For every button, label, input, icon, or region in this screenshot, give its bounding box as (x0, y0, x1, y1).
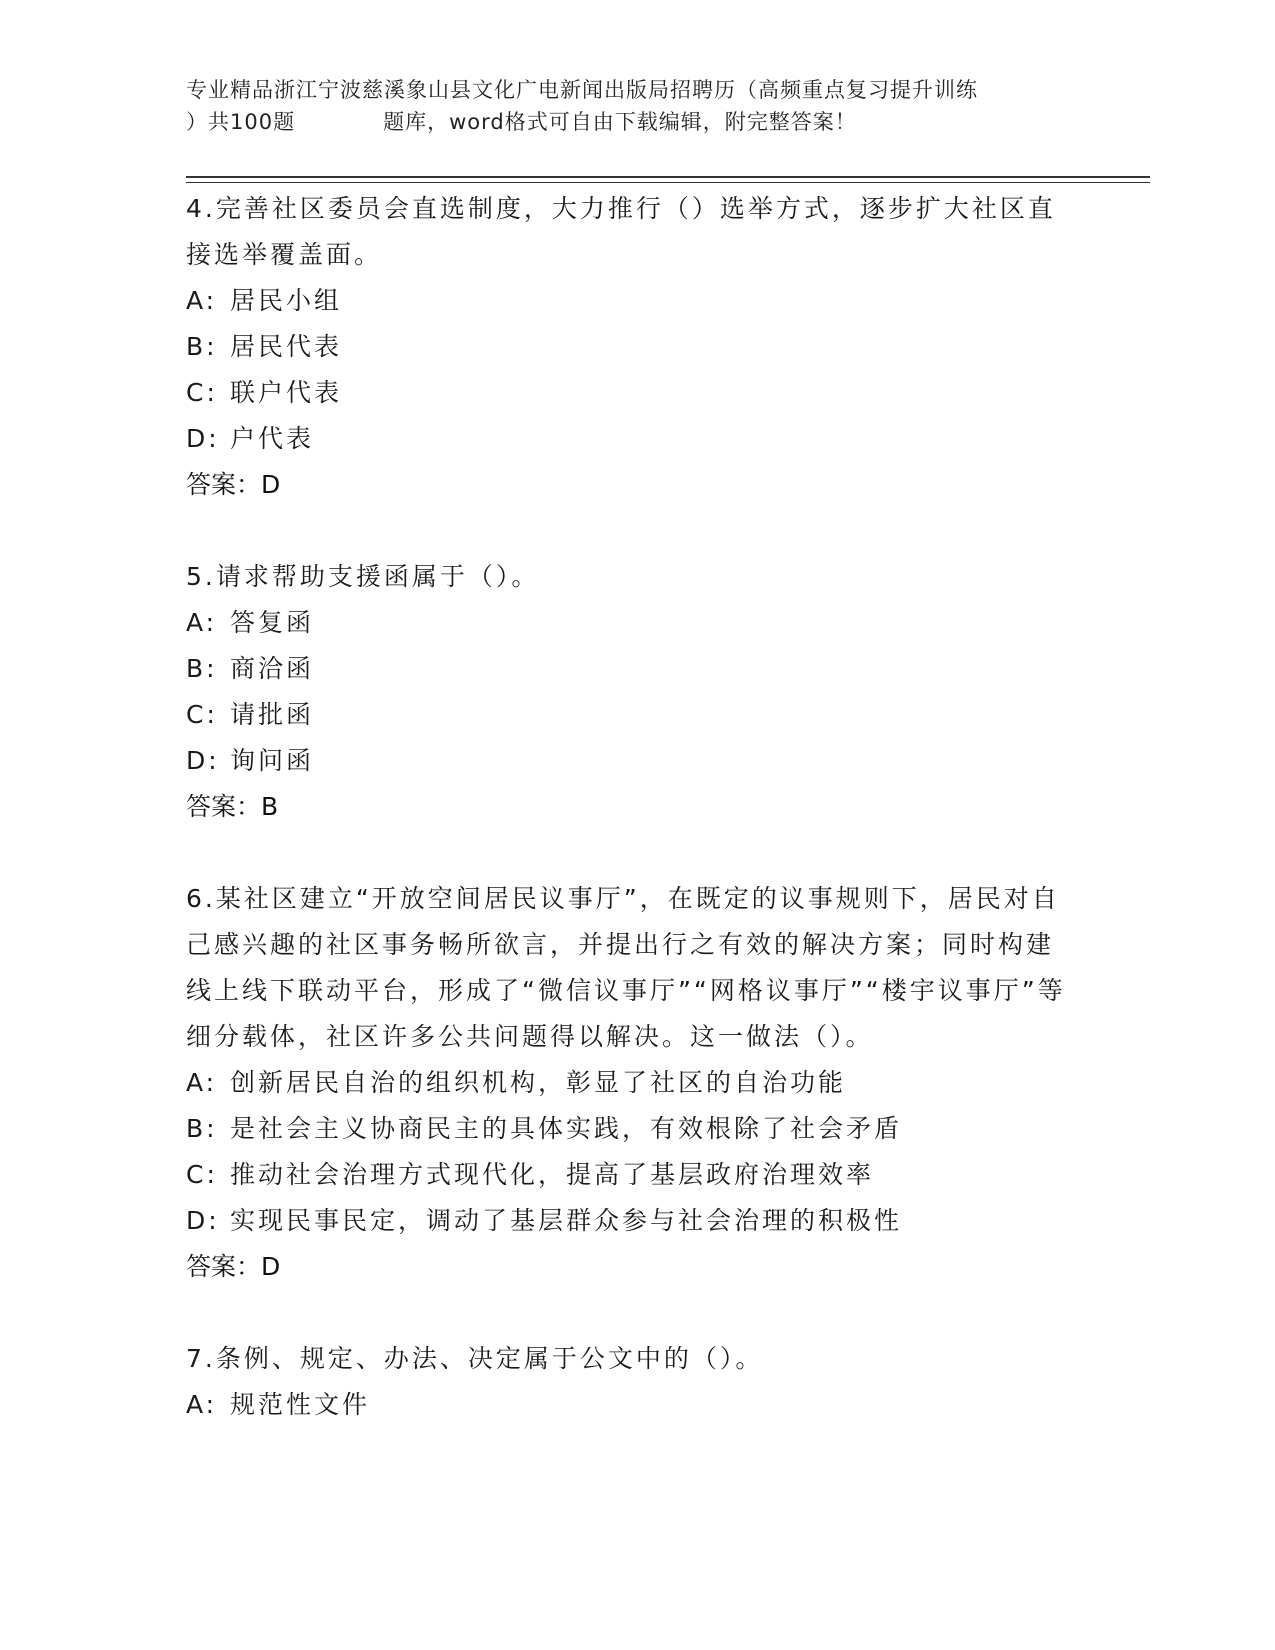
document-header (186, 74, 1086, 138)
option-text: 居民代表 (230, 332, 343, 361)
option-text: 创新居民自治的组织机构，彰显了社区的自治功能 (230, 1068, 847, 1097)
option-a (186, 1382, 1066, 1428)
question-7 (186, 1336, 1066, 1428)
option-letter: B: (186, 332, 218, 361)
option-a (186, 1060, 1066, 1106)
option-text: 是社会主义协商民主的具体实践，有效根除了社会矛盾 (230, 1114, 903, 1143)
answer: 答案：D (186, 1252, 281, 1281)
header-divider-thin (186, 182, 1150, 183)
option-text: 商洽函 (230, 654, 315, 683)
option-b (186, 1106, 1066, 1152)
option-letter: C: (186, 378, 218, 407)
option-a (186, 278, 1066, 324)
option-b (186, 646, 1066, 692)
question-text: 7.条例、规定、办法、决定属于公文中的（）。 (186, 1344, 764, 1373)
option-d (186, 1198, 1066, 1244)
option-text: 户代表 (230, 424, 315, 453)
answer: 答案：B (186, 792, 279, 821)
option-b (186, 324, 1066, 370)
answer: 答案：D (186, 470, 281, 499)
option-text: 联户代表 (230, 378, 343, 407)
question-6 (186, 876, 1066, 1290)
question-4 (186, 186, 1066, 508)
question-text: 5.请求帮助支援函属于（）。 (186, 562, 540, 591)
option-letter: A: (186, 286, 218, 315)
option-c (186, 370, 1066, 416)
option-letter: C: (186, 700, 218, 729)
question-text: 6.某社区建立“开放空间居民议事厅”，在既定的议事规则下，居民对自己感兴趣的社区事务畅所欲言，并提出行之有效的解决方案；同时构建线上线下联动平台，形成了“微信议事厅”“网格议事厅”“楼宇议事厅”等细分载体，社区许多公共问题得以解决。这一做法（）。 (186, 884, 1066, 1051)
header-divider-thick (186, 176, 1150, 178)
header-line-1: 专业精品浙江宁波慈溪象山县文化广电新闻出版局招聘历（高频重点复习提升训练 (186, 78, 978, 102)
option-letter: A: (186, 1390, 218, 1419)
option-c (186, 1152, 1066, 1198)
option-c (186, 692, 1066, 738)
option-letter: D: (186, 424, 220, 453)
option-text: 询问函 (230, 746, 315, 775)
option-a (186, 600, 1066, 646)
option-letter: A: (186, 608, 218, 637)
option-letter: B: (186, 1114, 218, 1143)
option-text: 实现民事民定，调动了基层群众参与社会治理的积极性 (230, 1206, 903, 1235)
option-text: 推动社会治理方式现代化，提高了基层政府治理效率 (230, 1160, 875, 1189)
option-letter: A: (186, 1068, 218, 1097)
option-letter: D: (186, 1206, 220, 1235)
question-5 (186, 554, 1066, 830)
question-list (186, 186, 1066, 1428)
option-letter: B: (186, 654, 218, 683)
option-text: 规范性文件 (230, 1390, 371, 1419)
option-d (186, 416, 1066, 462)
option-text: 答复函 (230, 608, 315, 637)
option-d (186, 738, 1066, 784)
option-text: 居民小组 (230, 286, 343, 315)
question-text: 4.完善社区委员会直选制度，大力推行（）选举方式，逐步扩大社区直接选举覆盖面。 (186, 194, 1056, 269)
option-letter: D: (186, 746, 220, 775)
option-letter: C: (186, 1160, 218, 1189)
option-text: 请批函 (230, 700, 315, 729)
header-line-2: ）共100题 题库，word格式可自由下载编辑，附完整答案！ (186, 110, 857, 134)
